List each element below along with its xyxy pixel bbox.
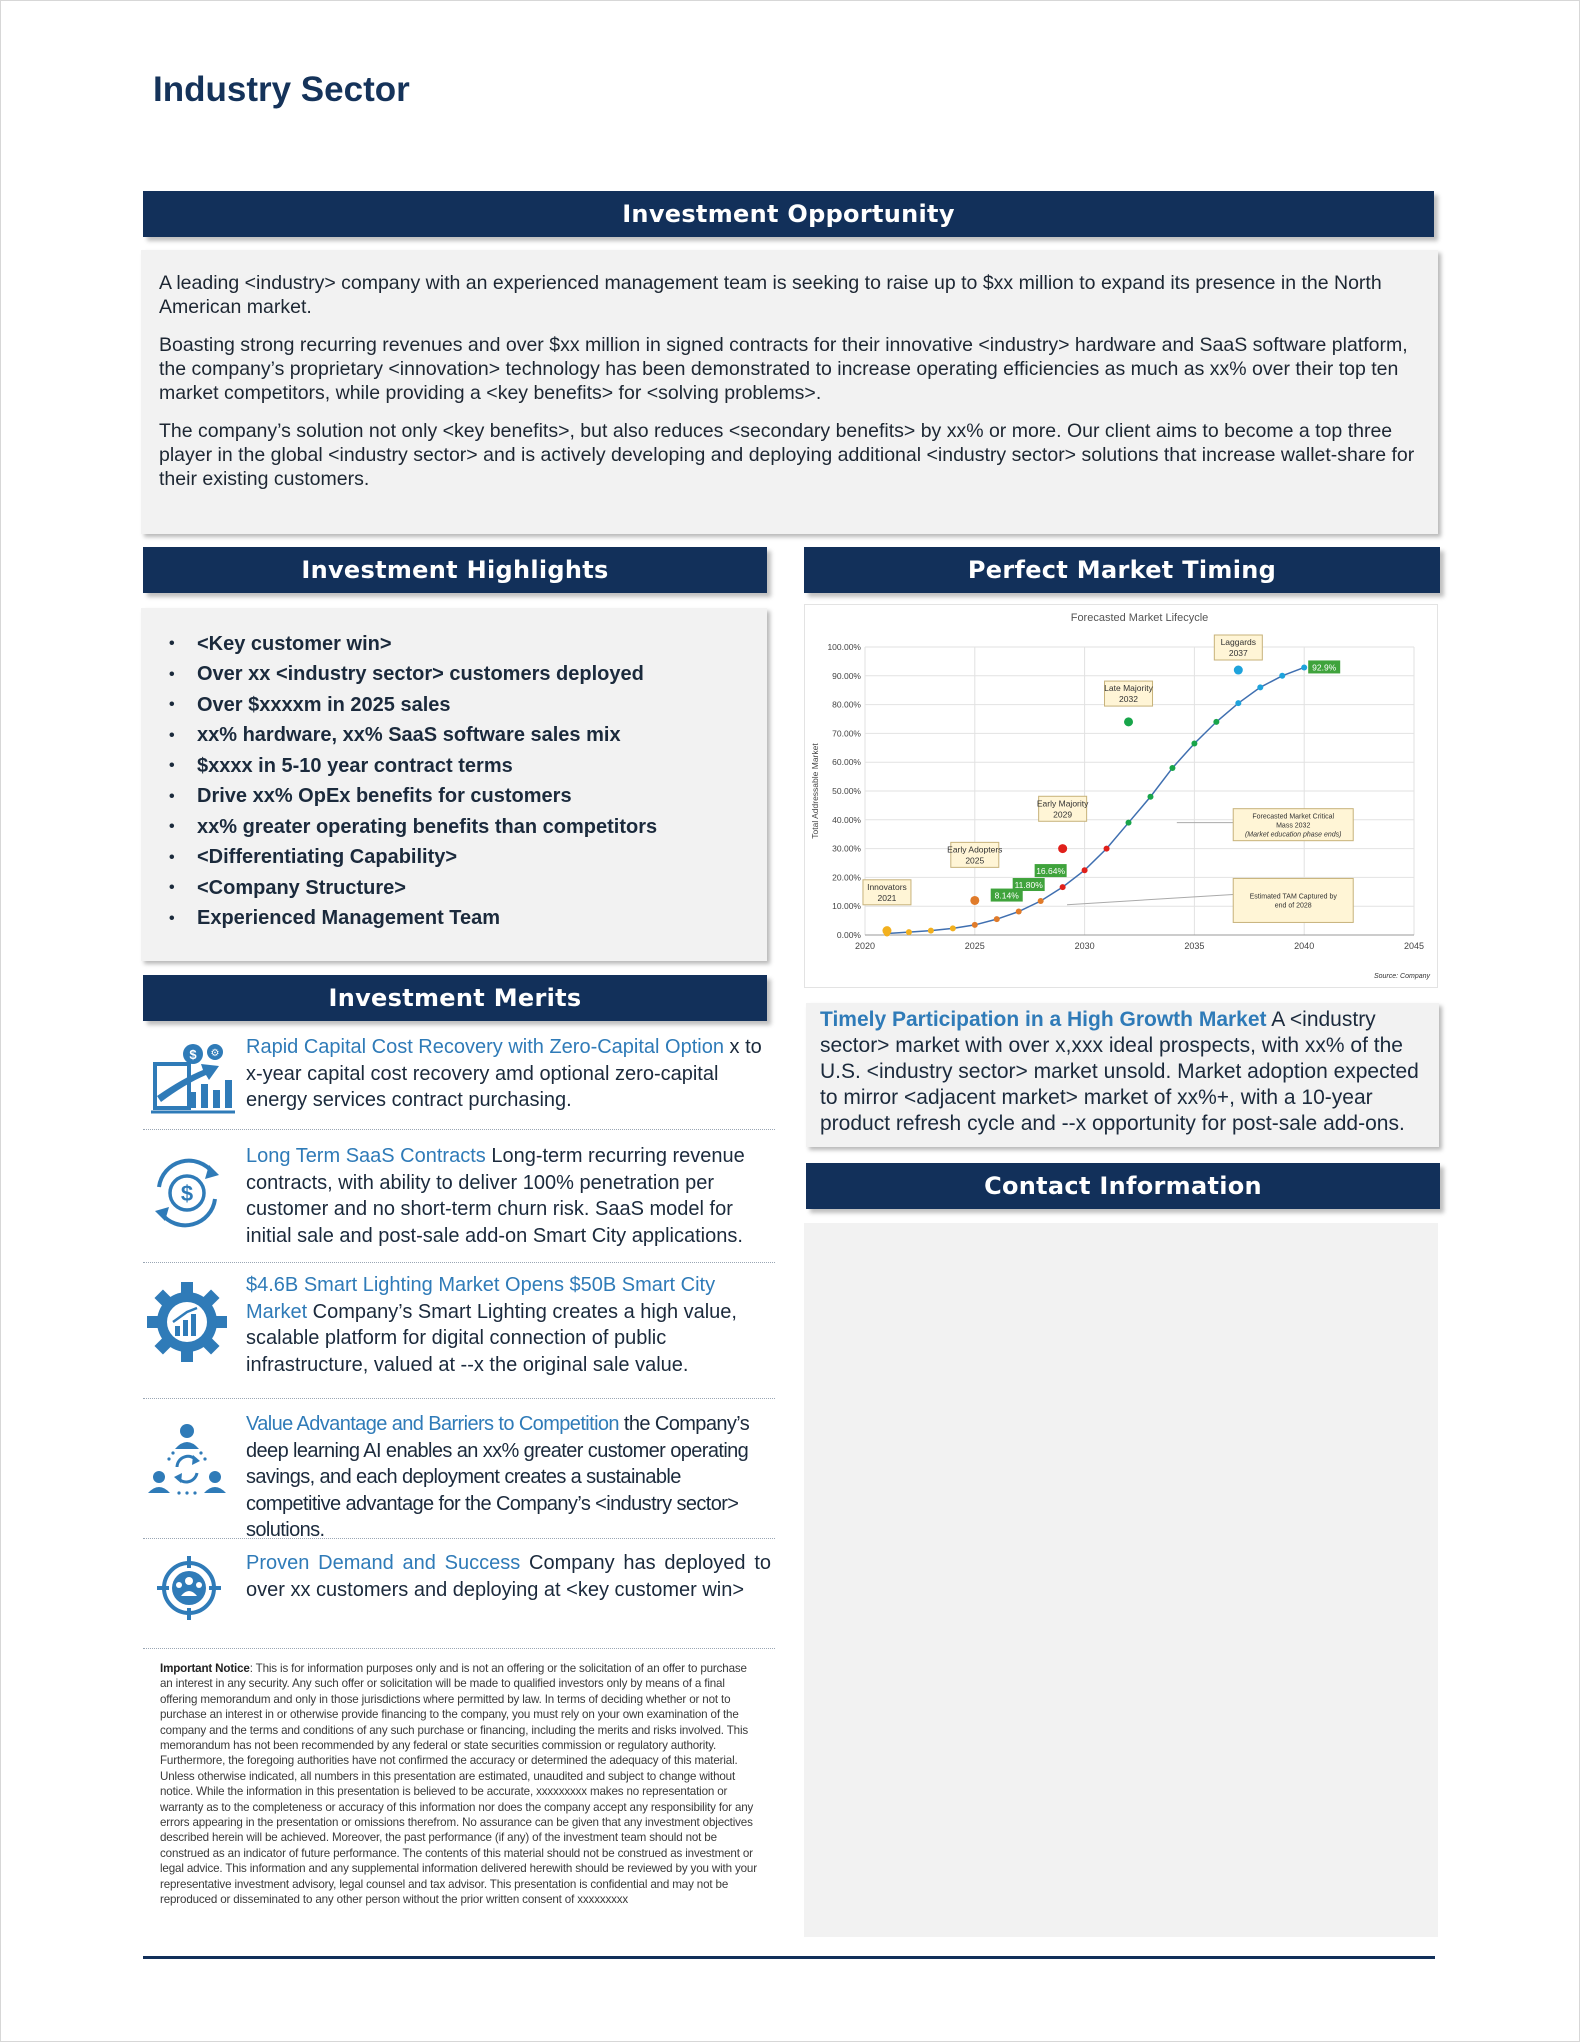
series-point [906, 929, 912, 935]
series-point [1279, 673, 1285, 679]
merit-text: x to x-year capital cost recovery amd optional zero-capital energy services contract purchasing. [246, 1036, 762, 1111]
x-tick-label: 2040 [1294, 941, 1315, 951]
merit-lead: Value Advantage and Barriers to Competition [246, 1413, 619, 1435]
merit-divider [143, 1648, 775, 1649]
annotation-text: Mass 2032 [1276, 822, 1311, 830]
highlight-item [169, 904, 767, 935]
data-label: 92.9% [1312, 662, 1337, 673]
x-tick-label: 2045 [1403, 941, 1425, 951]
series-point [994, 916, 1000, 922]
merit-lead: Long Term SaaS Contracts [246, 1145, 486, 1167]
series-point [1235, 700, 1241, 706]
series-point [1301, 664, 1307, 670]
y-tick-label: 10.00% [832, 901, 861, 912]
highlight-point [882, 926, 891, 935]
important-notice [160, 1661, 760, 1908]
highlight-text: xx% greater operating benefits than competitors [197, 815, 658, 838]
series-point [1082, 867, 1088, 873]
highlight-item [169, 629, 767, 660]
opportunity-paragraph: Boasting strong recurring revenues and over $xx million in signed contracts for their innovative <industry> hardware and SaaS software platform, the company’s proprietary <innovation> technology has been demonstrated to increase operating efficiencies as much as xx% over their top ten market competitors, while providing a <key benefits> for <solving problems>. [159, 334, 1408, 404]
x-tick-label: 2020 [854, 941, 876, 951]
highlight-text: Drive xx% OpEx benefits for customers [197, 785, 572, 808]
timely-lead: Timely Participation in a High Growth Market [820, 1008, 1267, 1031]
bullet-icon: • [169, 909, 175, 927]
bullet-icon: • [169, 848, 175, 866]
merit-divider [143, 1538, 775, 1539]
merit-item [143, 1550, 775, 1650]
series-point [1213, 719, 1219, 725]
highlight-point [1124, 717, 1133, 726]
highlight-text: $xxxx in 5-10 year contract terms [197, 754, 513, 777]
y-tick-label: 40.00% [832, 814, 861, 825]
svg-text:$: $ [180, 1181, 194, 1206]
timing-header: Perfect Market Timing [804, 547, 1440, 593]
y-axis-label: Total Addressable Market [810, 743, 820, 839]
highlight-item [169, 660, 767, 691]
gear-chart-icon [143, 1272, 243, 1372]
y-tick-label: 80.00% [832, 699, 861, 710]
data-label: 11.80% [1014, 880, 1043, 891]
market-lifecycle-chart [805, 605, 1439, 989]
data-label: 8.14% [994, 890, 1019, 901]
x-tick-label: 2035 [1184, 941, 1205, 951]
merit-text: the Company’s deep learning AI enables an xx% greater customer operating savings, and each deployment creates a sustainable competitive advantage for the Company’s <industry sector> solutions. [246, 1413, 750, 1541]
merit-item [143, 1143, 775, 1258]
svg-text:⚙: ⚙ [210, 1048, 220, 1059]
merit-text: Company has deployed to over xx customers and deploying at <key customer win> [246, 1552, 772, 1601]
bullet-icon: • [169, 665, 175, 683]
highlight-item [169, 843, 767, 874]
annotation-text: (Market education phase ends) [1244, 831, 1342, 839]
data-label: 16.64% [1036, 866, 1066, 877]
highlight-item [169, 873, 767, 904]
bullet-icon: • [169, 787, 175, 805]
y-tick-label: 0.00% [836, 930, 861, 940]
timely-panel [806, 1003, 1439, 1147]
merit-item [143, 1411, 775, 1541]
svg-text:$: $ [189, 1047, 197, 1062]
opportunity-panel [141, 250, 1438, 534]
bullet-icon: • [169, 879, 175, 897]
y-tick-label: 30.00% [832, 843, 861, 854]
callout-label: Laggards [1220, 637, 1257, 647]
bullet-icon: • [169, 635, 175, 653]
highlight-item [169, 782, 767, 813]
callout-label: Early Majority [1036, 798, 1089, 809]
notice-text: : This is for information purposes only and is not an offering or the solicitation of an offer to purchase an interest in any security. Any such offer or solicitation will be made to qualified investors only by means of a final offering memorandum and only in those jurisdictions where permitted by law. In terms of deciding whether or not to purchase an interest in or otherwise provide financing to the company, you must rely on your own examination of the company and the terms and conditions of any such purchase or financing, including the merits and risks involved. This memorandum has not been recommended by any federal or state securities commission or regulatory authority. Furthermore, the foregoing authorities have not confirmed the accuracy or determined the adequacy of this material. Unless otherwise indicated, all numbers in this presentation are estimated, unaudited and subject to change without notice. While the information in this presentation is believed to be accurate, xxxxxxxxx makes no representation or warranty as to the completeness or accuracy of this information nor does the company accept any responsibility for any errors appearing in the presentation or omissions therefrom. No assurance can be given that any investment objectives described herein will be achieved. Moreover, the past performance (if any) of the investment team should not be construed as an indicator of future performance. The contents of this material should not be construed as investment or legal advice. This information and any supplemental information delivered herewith should be reviewed by you with your representative investment advisory, legal counsel and tax advisor. This presentation is confidential and may not be reproduced or disseminated to any other person without the prior written consent of xxxxxxxxx [160, 1662, 757, 1907]
callout-year: 2032 [1119, 694, 1138, 705]
series-point [1191, 740, 1197, 746]
page-title: Industry Sector [153, 70, 410, 109]
y-tick-label: 70.00% [832, 728, 861, 739]
merit-lead: Rapid Capital Cost Recovery with Zero-Capital Option [246, 1036, 724, 1058]
callout-year: 2029 [1053, 809, 1073, 820]
x-tick-label: 2030 [1074, 941, 1095, 951]
y-tick-label: 50.00% [832, 786, 861, 796]
callout-year: 2021 [877, 892, 897, 903]
merit-text: Company’s Smart Lighting creates a high value, scalable platform for digital connection of public infrastructure, valued at --x the original sale value. [246, 1300, 737, 1376]
series-point [972, 922, 978, 928]
opportunity-paragraph: A leading <industry> company with an experienced management team is seeking to raise up to $xx million to expand its presence in the North American market. [159, 272, 1382, 318]
team-cycle-icon [143, 1411, 243, 1511]
highlight-item [169, 690, 767, 721]
highlight-text: Over xx <industry sector> customers deployed [197, 663, 644, 686]
series-point [928, 928, 934, 934]
chart-title: Forecasted Market Lifecycle [1070, 612, 1209, 624]
timely-text: A <industry sector> market with over x,xxx ideal prospects, with xx% of the U.S. <industry sector> market unsold. Market adoption expected to mirror <adjacent market> market of xx%+, with a 10-year product refresh cycle and --x opportunity for post-sale add-ons. [820, 1008, 1419, 1135]
annotation-text: Forecasted Market Critical [1252, 813, 1335, 821]
recurring-revenue-icon [143, 1143, 243, 1243]
y-tick-label: 60.00% [832, 757, 861, 768]
target-group-icon [143, 1550, 243, 1650]
bullet-icon: • [169, 726, 175, 744]
bullet-icon: • [169, 696, 175, 714]
y-tick-label: 20.00% [832, 872, 861, 883]
highlight-text: Experienced Management Team [197, 907, 501, 930]
merit-lead: $4.6B Smart Lighting Market Opens $50B Smart City Market [246, 1274, 716, 1323]
highlight-item [169, 812, 767, 843]
merits-header: Investment Merits [143, 975, 767, 1021]
series-point [1104, 846, 1110, 852]
merit-divider [143, 1129, 775, 1130]
series-point [1038, 898, 1044, 904]
merit-item [143, 1034, 775, 1129]
merit-divider [143, 1262, 775, 1263]
highlight-text: <Key customer win> [197, 632, 392, 655]
callout-year: 2025 [965, 855, 985, 866]
capital-recovery-icon [143, 1034, 243, 1134]
bullet-icon: • [169, 818, 175, 836]
market-chart-frame [804, 604, 1438, 988]
highlight-point [970, 896, 979, 905]
highlight-item [169, 721, 767, 752]
y-tick-label: 90.00% [832, 670, 861, 681]
series-point [950, 925, 956, 931]
annotation-connector [1067, 894, 1233, 904]
callout-label: Innovators [867, 881, 907, 892]
highlight-point [1234, 666, 1243, 675]
annotation-text: Estimated TAM Captured by [1249, 893, 1337, 901]
footer-rule [143, 1956, 1435, 1959]
x-tick-label: 2025 [964, 941, 985, 951]
series-point [1060, 884, 1066, 890]
highlight-text: <Company Structure> [197, 876, 406, 899]
contact-panel [804, 1223, 1438, 1937]
series-point [1257, 684, 1263, 690]
merit-divider [143, 1398, 775, 1399]
opportunity-paragraph: The company’s solution not only <key benefits>, but also reduces <secondary benefits> by xx% or more. Our client aims to become a top three player in the global <industry sector> and is actively developing and deploying additional <industry sector> solutions that increase wallet-share for their existing customers. [159, 420, 1415, 490]
merit-lead: Proven Demand and Success [246, 1552, 521, 1574]
series-point [1147, 794, 1153, 800]
callout-year: 2037 [1228, 648, 1248, 658]
highlight-item [169, 751, 767, 782]
annotation-text: end of 2028 [1274, 902, 1312, 910]
bullet-icon: • [169, 757, 175, 775]
highlight-text: Over $xxxxm in 2025 sales [197, 693, 451, 716]
y-tick-label: 100.00% [827, 642, 861, 652]
callout-label: Late Majority [1104, 683, 1153, 694]
notice-label: Important Notice [160, 1662, 250, 1675]
highlights-header: Investment Highlights [143, 547, 767, 593]
series-point [1016, 909, 1022, 915]
series-point [1169, 765, 1175, 771]
highlight-point [1058, 844, 1067, 853]
merit-item [143, 1272, 775, 1392]
merit-text: Long-term recurring revenue contracts, with ability to deliver 100% penetration per customer and no short-term churn risk. SaaS model for initial sale and post-sale add-on Smart City applications. [246, 1145, 745, 1247]
opportunity-header: Investment Opportunity [143, 191, 1434, 237]
contact-header: Contact Information [806, 1163, 1440, 1209]
highlight-text: xx% hardware, xx% SaaS software sales mix [197, 724, 621, 747]
series-point [1126, 820, 1132, 826]
chart-source: Source: Company [1373, 973, 1430, 980]
callout-label: Early Adopters [947, 844, 1003, 855]
highlights-panel [141, 608, 767, 961]
highlight-text: <Differentiating Capability> [197, 846, 458, 869]
highlights-list [169, 629, 767, 934]
